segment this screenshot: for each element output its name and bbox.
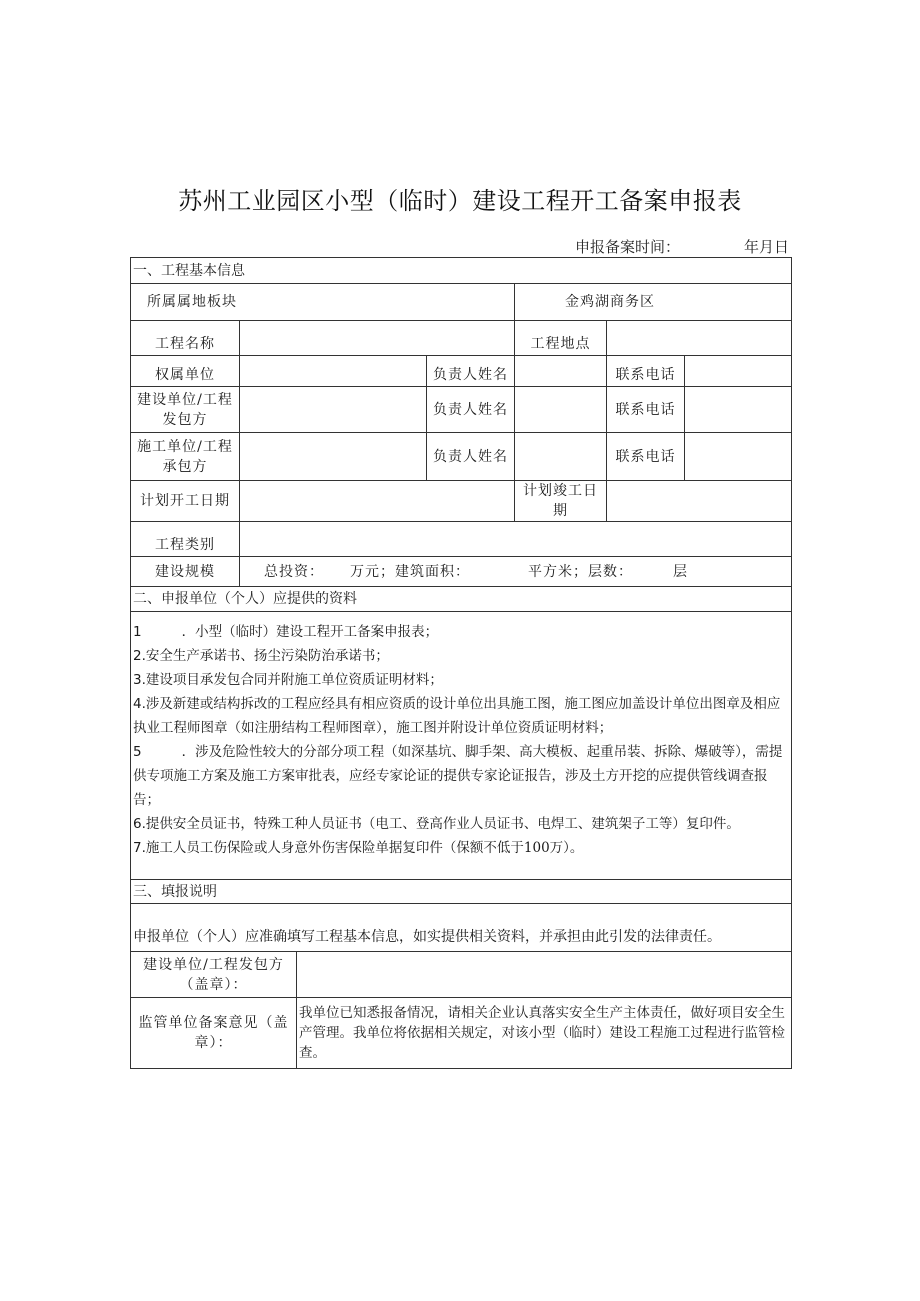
builder-phone-field[interactable] [685,387,792,433]
contractor-person-field[interactable] [515,433,607,481]
list-item: 4.涉及新建或结构拆改的工程应经具有相应资质的设计单位出具施工图，施工图应加盖设计单位出图章及相应执业工程师图章（如注册结构工程师图章），施工图并附设计单位资质证明材料； [133,696,781,736]
project-location-field[interactable] [607,321,792,356]
builder-seal-field[interactable] [297,952,792,998]
builder-label: 建设单位/工程发包方 [131,387,240,433]
district-label: 所属属地板块 [131,284,515,321]
project-location-label: 工程地点 [515,321,607,356]
builder-seal-label: 建设单位/工程发包方（盖章）： [131,952,297,998]
builder-phone-label: 联系电话 [607,387,685,433]
list-item: 6.提供安全员证书，特殊工种人员证书（电工、登高作业人员证书、电焊工、建筑架子工等）复印件。 [133,816,740,832]
contractor-person-label: 负责人姓名 [427,433,515,481]
project-name-field[interactable] [240,321,515,356]
contractor-label: 施工单位/工程承包方 [131,433,240,481]
scale-floors-unit: 层 [673,563,688,580]
scale-area-label: 万元；建筑面积： [350,563,470,580]
builder-field[interactable] [240,387,427,433]
scale-investment-label: 总投资： [264,563,324,580]
scale-label: 建设规模 [131,557,240,587]
district-value[interactable]: 金鸡湖商务区 [515,284,792,321]
scale-field[interactable] [240,557,792,587]
form-title: 苏州工业园区小型（临时）建设工程开工备案申报表 [178,187,742,215]
supervisor-opinion-text: 我单位已知悉报备情况，请相关企业认真落实安全生产主体责任，做好项目安全生产管理。我单位将依据相关规定，对该小型（临时）建设工程施工过程进行监管检查。 [297,998,792,1069]
owner-field[interactable] [240,356,427,387]
plan-start-field[interactable] [240,481,515,522]
instructions-note: 申报单位（个人）应准确填写工程基本信息，如实提供相关资料，并承担由此引发的法律责任。 [131,904,792,952]
contractor-phone-field[interactable] [685,433,792,481]
project-name-label: 工程名称 [131,321,240,356]
list-item: 2.安全生产承诺书、扬尘污染防治承诺书； [133,648,389,664]
plan-end-label: 计划竣工日期 [515,481,607,522]
filing-date-suffix: 年月日 [743,238,789,256]
category-field[interactable] [240,522,792,557]
list-item: 3.建设项目承发包合同并附施工单位资质证明材料； [133,672,443,688]
scale-floors-label: 平方米；层数： [528,563,633,580]
section-instructions-heading: 三、填报说明 [131,880,792,904]
owner-person-label: 负责人姓名 [427,356,515,387]
filing-form-table [130,257,792,1069]
builder-person-field[interactable] [515,387,607,433]
list-item: 5 ．涉及危险性较大的分部分项工程（如深基坑、脚手架、高大模板、起重吊装、拆除、爆破等），需提供专项施工方案及施工方案审批表，应经专家论证的提供专家论证报告，涉及土方开挖的应提供管线调查报告； [133,744,783,808]
filing-date [575,236,789,257]
plan-start-label: 计划开工日期 [131,481,240,522]
builder-person-label: 负责人姓名 [427,387,515,433]
section-materials-heading: 二、申报单位（个人）应提供的资料 [131,587,792,612]
contractor-phone-label: 联系电话 [607,433,685,481]
filing-date-label: 申报备案时间： [574,238,680,256]
plan-end-field[interactable] [607,481,792,522]
supervisor-opinion-label: 监管单位备案意见（盖章）： [131,998,297,1069]
category-label: 工程类别 [131,522,240,557]
owner-phone-field[interactable] [685,356,792,387]
list-item: 7.施工人员工伤保险或人身意外伤害保险单据复印件（保额不低于100万）。 [133,840,584,856]
materials-list [131,612,792,880]
owner-person-field[interactable] [515,356,607,387]
list-item: 1 ．小型（临时）建设工程开工备案申报表； [133,624,439,640]
owner-phone-label: 联系电话 [607,356,685,387]
section-basic-info-heading: 一、工程基本信息 [131,258,792,284]
owner-label: 权属单位 [131,356,240,387]
contractor-field[interactable] [240,433,427,481]
